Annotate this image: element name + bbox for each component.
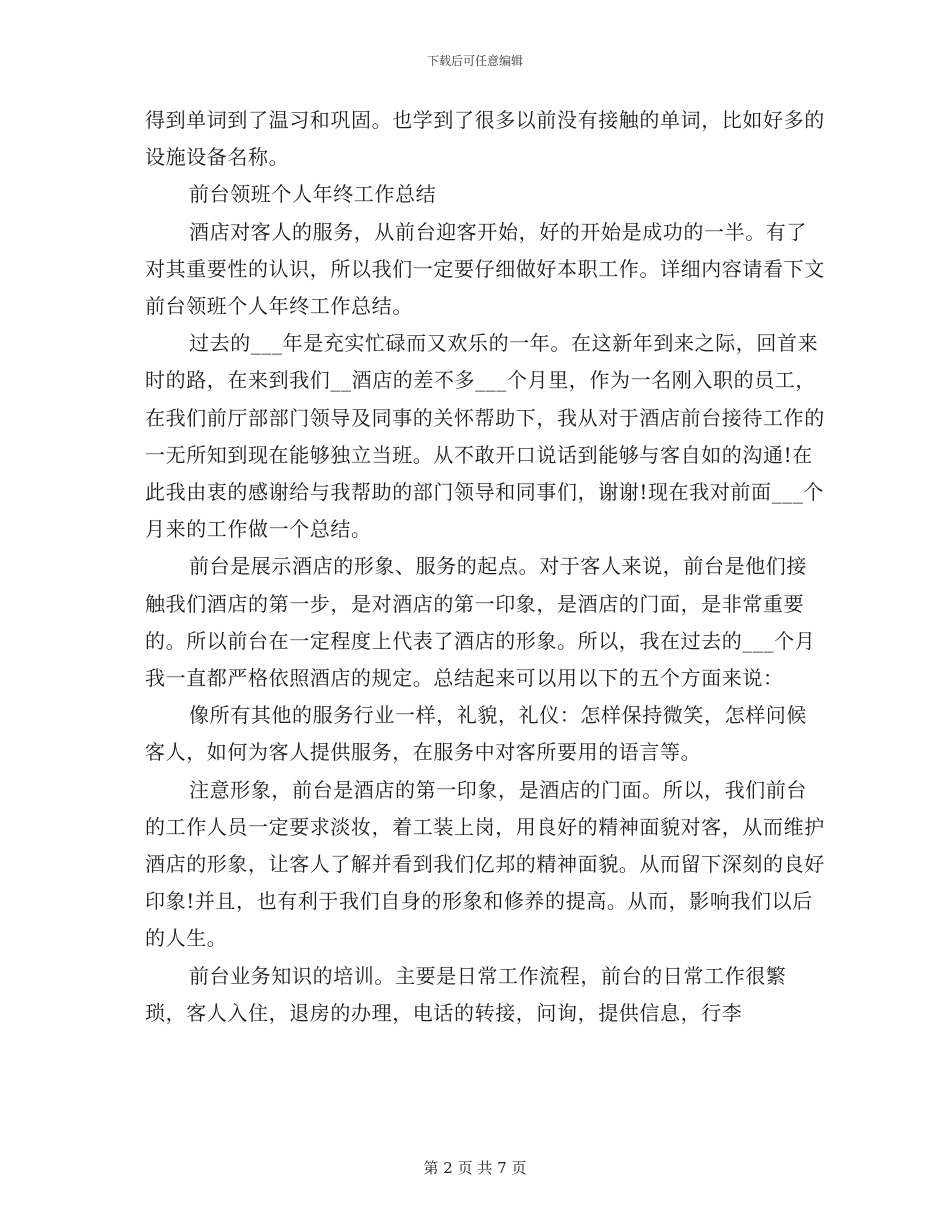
paragraph: 得到单词到了温习和巩固。也学到了很多以前没有接触的单词，比如好多的设施设备名称。 xyxy=(145,108,825,170)
paragraph: 前台业务知识的培训。主要是日常工作流程，前台的日常工作很繁琐，客人入住，退房的办理，电话的转接，问询，提供信息，行李 xyxy=(145,963,787,1025)
page-header: 下载后可任意编辑 xyxy=(426,54,523,68)
section-heading: 前台领班个人年终工作总结 xyxy=(189,182,437,207)
document-body xyxy=(145,102,825,1032)
paragraph: 像所有其他的服务行业一样，礼貌，礼仪：怎样保持微笑，怎样问候客人，如何为客人提供服务，在服务中对客所要用的语言等。 xyxy=(145,703,807,765)
paragraph: 前台是展示酒店的形象、服务的起点。对于客人来说，前台是他们接触我们酒店的第一步，是对酒店的第一印象，是酒店的门面，是非常重要的。所以前台在一定程度上代表了酒店的形象。所以，我在过去的___个月我一直都严格依照酒店的规定。总结起来可以用以下的五个方面来说： xyxy=(145,554,816,691)
paragraph: 过去的___年是充实忙碌而又欢乐的一年。在这新年到来之际，回首来时的路，在来到我们__酒店的差不多___个月里，作为一名刚入职的员工，在我们前厅部部门领导及同事的关怀帮助下，我从对于酒店前台接待工作的一无所知到现在能够独立当班。从不敢开口说话到能够与客自如的沟通!在此我由衷的感谢给与我帮助的部门领导和同事们，谢谢!现在我对前面___个月来的工作做一个总结。 xyxy=(145,331,825,542)
paragraph: 注意形象，前台是酒店的第一印象，是酒店的门面。所以，我们前台的工作人员一定要求淡妆，着工装上岗，用良好的精神面貌对客，从而维护酒店的形象，让客人了解并看到我们亿邦的精神面貌。从而留下深刻的良好印象!并且，也有利于我们自身的形象和修养的提高。从而，影响我们以后的人生。 xyxy=(145,777,825,951)
page-footer: 第 2 页 共 7 页 xyxy=(423,1159,527,1177)
paragraph: 酒店对客人的服务，从前台迎客开始，好的开始是成功的一半。有了对其重要性的认识，所以我们一定要仔细做好本职工作。详细内容请看下文前台领班个人年终工作总结。 xyxy=(145,219,825,319)
